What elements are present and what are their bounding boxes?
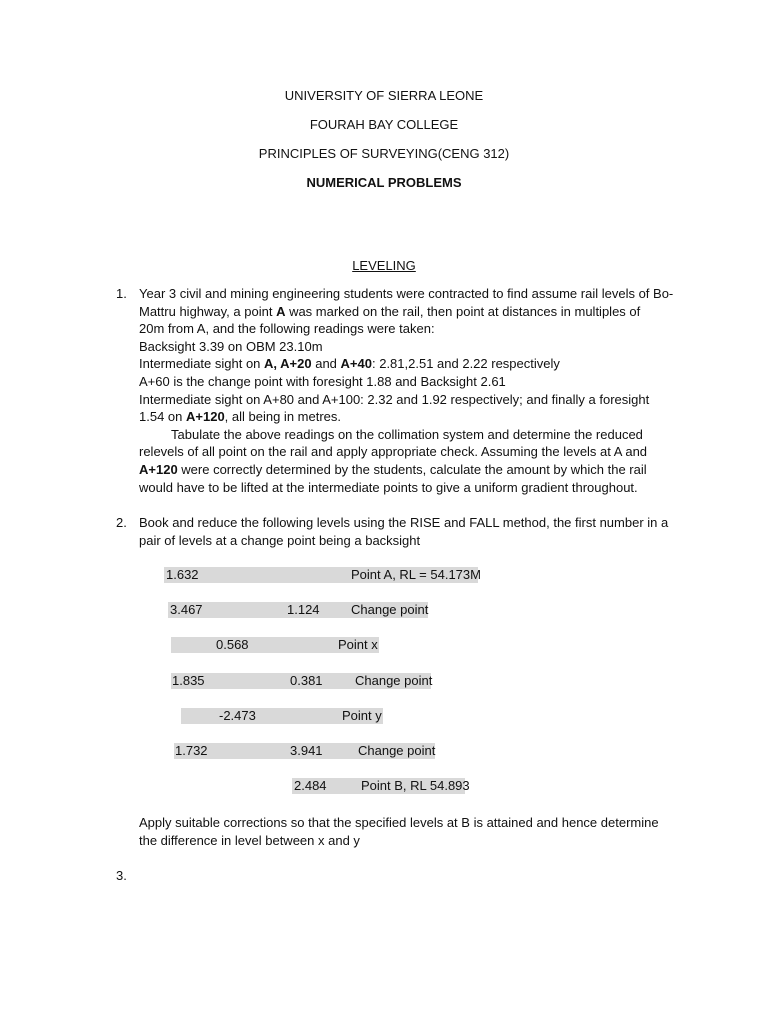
college-title: FOURAH BAY COLLEGE <box>309 117 459 132</box>
table-row-4-col-c: Change point <box>355 673 433 688</box>
table-row-5-col-a: -2.473 <box>219 708 256 723</box>
table-row-1-col-c: Point A, RL = 54.173M <box>351 567 481 582</box>
table-row-2-col-c: Change point <box>351 602 429 617</box>
q1-line-8-c: , all being in metres. <box>224 409 342 425</box>
q1-line-11-a: A+120 <box>139 461 178 477</box>
table-row-3-col-c: Point x <box>338 637 378 652</box>
table-row-7-col-b: 2.484 <box>294 778 327 793</box>
table-row-4-col-b: 0.381 <box>290 673 323 688</box>
table-row-3-col-a: 0.568 <box>216 637 249 652</box>
table-row-1-col-a: 1.632 <box>166 567 199 582</box>
question-1-body <box>139 285 684 496</box>
section-title <box>0 258 768 273</box>
q1-line-5 <box>139 355 684 373</box>
question-2-followup <box>139 814 684 849</box>
q1-line-5-d: A+40 <box>340 356 372 372</box>
table-row-7-col-c: Point B, RL 54.893 <box>361 778 470 793</box>
section-title-text: LEVELING <box>352 258 416 273</box>
table-row-2-col-b: 1.124 <box>287 602 320 617</box>
q1-line-8-b: A+120 <box>186 409 225 425</box>
table-row-5-col-c: Point y <box>342 708 382 723</box>
q1-line-2 <box>139 303 684 321</box>
course-title: PRINCIPLES OF SURVEYING(CENG 312) <box>258 146 510 161</box>
q1-line-5-c: and <box>311 356 341 372</box>
q2-followup-line-1: Apply suitable corrections so that the specified levels at B is attained and hence determine <box>139 815 659 830</box>
q1-line-3: 20m from A, and the following readings were taken: <box>139 321 435 337</box>
q1-line-1: Year 3 civil and mining engineering students were contracted to find assume rail levels of Bo- <box>139 286 674 301</box>
question-1-number: 1. <box>116 286 127 301</box>
q1-line-10: relevels of all point on the rail and apply appropriate check. Assuming the levels at A and <box>139 444 648 460</box>
table-row-2-col-a: 3.467 <box>170 602 203 617</box>
q2-followup-line-2: the difference in level between x and y <box>139 832 360 848</box>
table-row-4-col-a: 1.835 <box>172 673 205 688</box>
q1-line-2-c: was marked on the rail, then point at distances in multiples of <box>285 303 641 319</box>
q1-line-5-a: Intermediate sight on <box>139 356 265 372</box>
q1-line-11 <box>139 461 684 479</box>
question-2-number: 2. <box>116 515 127 530</box>
q1-line-8 <box>139 408 684 426</box>
q1-line-12: would have to be lifted at the intermediate points to give a uniform gradient throughout. <box>139 479 638 495</box>
q1-line-11-b: were correctly determined by the students, calculate the amount by which the rail <box>177 461 647 477</box>
table-row-6-col-b: 3.941 <box>290 743 323 758</box>
q2-line-1: Book and reduce the following levels using the RISE and FALL method, the first number in a <box>139 515 669 530</box>
table-row-6-col-c: Change point <box>358 743 436 758</box>
q1-line-6: A+60 is the change point with foresight 1.88 and Backsight 2.61 <box>139 373 506 389</box>
question-2-body <box>139 514 684 549</box>
q1-line-2-a: Mattru highway, a point <box>139 303 277 319</box>
question-3-number: 3. <box>116 868 127 883</box>
q1-line-7: Intermediate sight on A+80 and A+100: 2.32 and 1.92 respectively; and finally a foresight <box>139 391 650 407</box>
point-a-bold: A <box>276 303 286 319</box>
document-subtitle: NUMERICAL PROBLEMS <box>306 175 462 190</box>
q1-line-5-e: : 2.81,2.51 and 2.22 respectively <box>371 356 560 372</box>
q1-line-9: Tabulate the above readings on the collimation system and determine the reduced <box>171 426 643 442</box>
table-row-6-col-a: 1.732 <box>175 743 208 758</box>
q1-line-4: Backsight 3.39 on OBM 23.10m <box>139 338 323 354</box>
q1-line-8-a: 1.54 on <box>139 409 186 425</box>
university-title: UNIVERSITY OF SIERRA LEONE <box>284 88 484 103</box>
q2-line-2: pair of levels at a change point being a backsight <box>139 532 421 548</box>
q1-line-5-b: A, A+20 <box>264 356 312 372</box>
